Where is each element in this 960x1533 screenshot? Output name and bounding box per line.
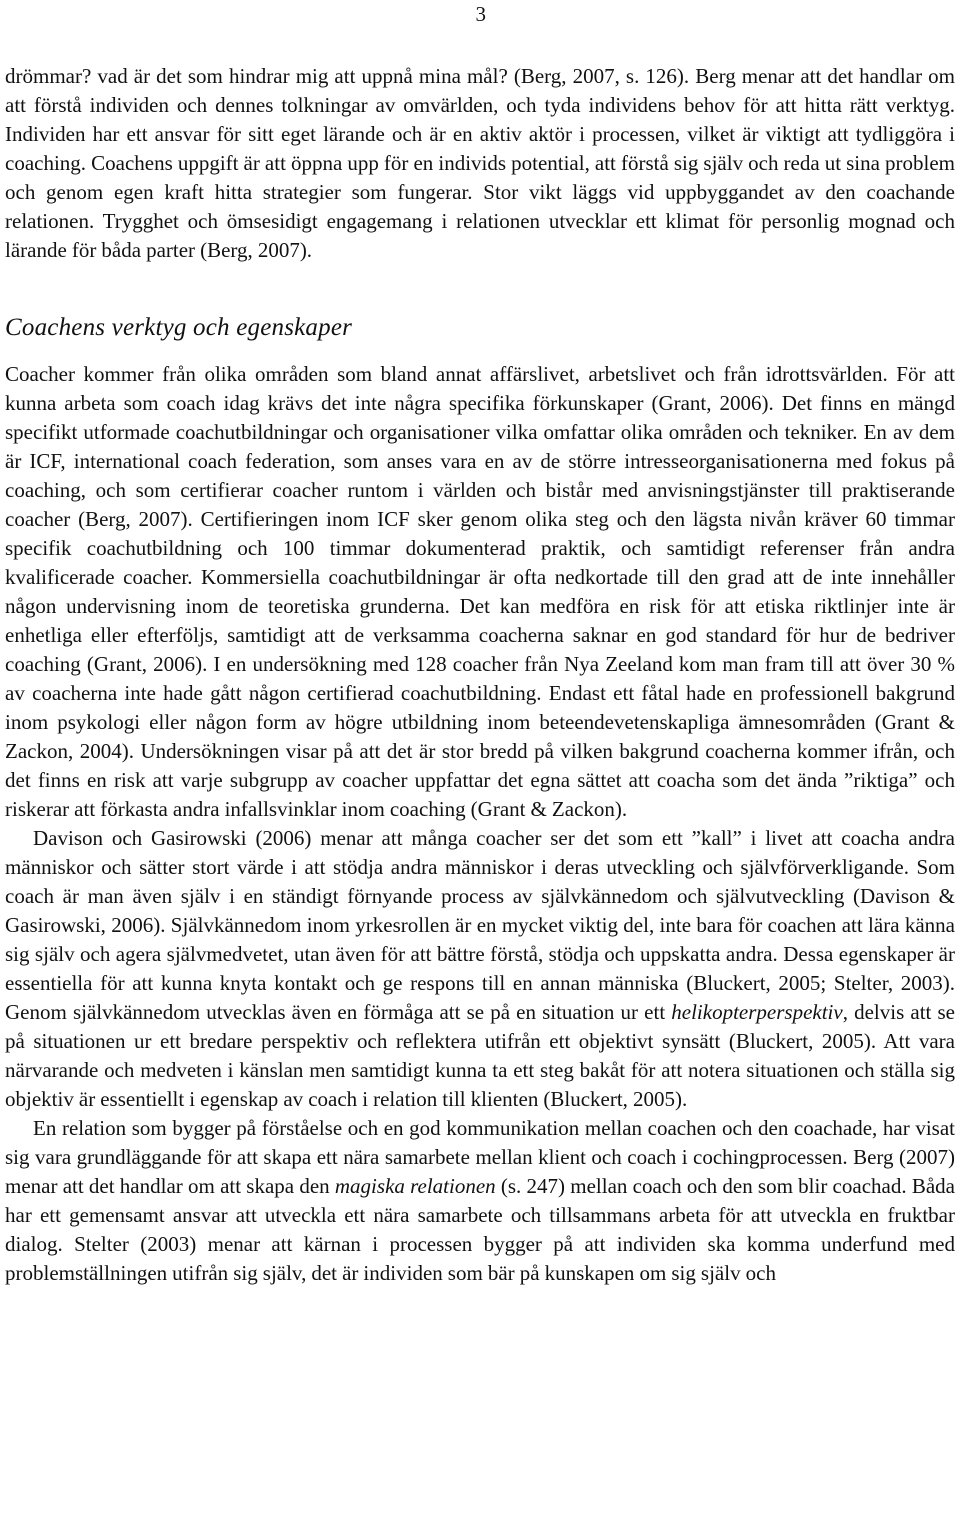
paragraph-3-text-end: , delvis att se på situationen ur ett bredare perspektiv och reflektera utifrån ett objektivt synsätt (Bluckert, 2005). Att vara närvarande och medveten i känslan men samtidigt kunna ta ett steg bakåt för att notera situationen och ställa sig objektiv är essentiellt i egenskap av coach i relation till klienten (Bluckert, 2005). [5,1000,955,1111]
section-heading: Coachens verktyg och egenskaper [5,314,353,341]
document-body [5,62,955,1288]
page-number: 3 [475,2,486,26]
paragraph-4-text-end: (s. 247) mellan coach och den som blir coachad. Båda har ett gemensamt ansvar att utveckla ett nära samarbete och tillsammans arbeta för att utveckla en fruktbar dialog. Stelter (2003) menar att kärnan i processen bygger på att individen ska komma underfund med problemställningen utifrån sig själv, det är individen som bär på kunskapen om sig själv och [5,1174,955,1285]
paragraph-4-text-start: En relation som bygger på förståelse och en god kommunikation mellan coachen och den coachade, har visat sig vara grundläggande för att skapa ett nära samarbete mellan klient och coach i cochingprocessen. Berg (2007) menar att det handlar om att skapa den [5,1116,955,1198]
paragraph-4 [5,1114,955,1288]
paragraph-1: drömmar? vad är det som hindrar mig att uppnå mina mål? (Berg, 2007, s. 126). Berg menar att det handlar om att förstå individen och dennes tolkningar av omvärlden, och tyda individens behov för att hitta rätt verktyg. Individen har ett ansvar för sitt eget lärande och är en aktiv aktör i processen, vilket är viktigt att tydliggöra i coaching. Coachens uppgift är att öppna upp för en individs potential, att förstå sig själv och reda ut sina problem och genom egen kraft hitta strategier som fungerar. Stor vikt läggs vid uppbyggandet av den coachande relationen. Trygghet och ömsesidigt engagemang i relationen utvecklar ett klimat för personlig mognad och lärande för båda parter (Berg, 2007). [5,64,955,262]
paragraph-3 [5,824,955,1114]
paragraph-2: Coacher kommer från olika områden som bland annat affärslivet, arbetslivet och från idrottsvärlden. För att kunna arbeta som coach idag krävs det inte några specifika förkunskaper (Grant, 2006). Det finns en mängd specifikt utformade coachutbildningar och organisationer vilka omfattar olika områden och tekniker. En av dem är ICF, international coach federation, som anses vara en av de större intresseorganisationerna med fokus på coaching, och som certifierar coacher runtom i världen och bistår med anvisningstjänster till praktiserande coacher (Berg, 2007). Certifieringen inom ICF sker genom olika steg och den lägsta nivån kräver 60 timmar specifik coachutbildning och 100 timmar dokumenterad praktik, och samtidigt referenser från andra kvalificerade coacher. Kommersiella coachutbildningar är ofta nedkortade till den grad att de inte innehåller någon undervisning inom de teoretiska grunderna. Det kan medföra en risk för att etiska riktlinjer inte är enhetliga eller efterföljs, samtidigt att de verksamma coacherna saknar en god standard för hur de bedriver coaching (Grant, 2006). I en undersökning med 128 coacher från Nya Zeeland kom man fram till att över 30 % av coacherna inte hade gått någon certifierad coachutbildning. Endast ett fåtal hade en professionell bakgrund inom psykologi eller någon form av högre utbildning inom beteendevetenskapliga ämnesområden (Grant & Zackon, 2004). Undersökningen visar på att det är stor bredd på vilken bakgrund coacherna kommer ifrån, och det finns en risk att varje subgrupp av coacher uppfattar det egna sättet att coacha som det ända ”riktiga” och riskerar att förkasta andra infallsvinklar inom coaching (Grant & Zackon). [5,362,955,821]
paragraph-4-italic-term: magiska relationen [334,1174,496,1198]
paragraph-3-italic-term: helikopterperspektiv [671,1000,843,1024]
paragraph-3-text-start: Davison och Gasirowski (2006) menar att många coacher ser det som ett ”kall” i livet att coacha andra människor och sätter stort värde i att stödja andra människor i deras utveckling och självförverkligande. Som coach är man även själv i en ständigt förnyande process av självkännedom och självutveckling (Davison & Gasirowski, 2006). Självkännedom inom yrkesrollen är en mycket viktig del, inte bara för coachen att lära känna sig själv och agera självmedvetet, utan även för att bättre förstå, stödja och uppskatta andra. Dessa egenskaper är essentiella för att kunna knyta kontakt och ge respons till en annan människa (Bluckert, 2005; Stelter, 2003). Genom självkännedom utvecklas även en förmåga att se på en situation ur ett [5,826,955,1024]
